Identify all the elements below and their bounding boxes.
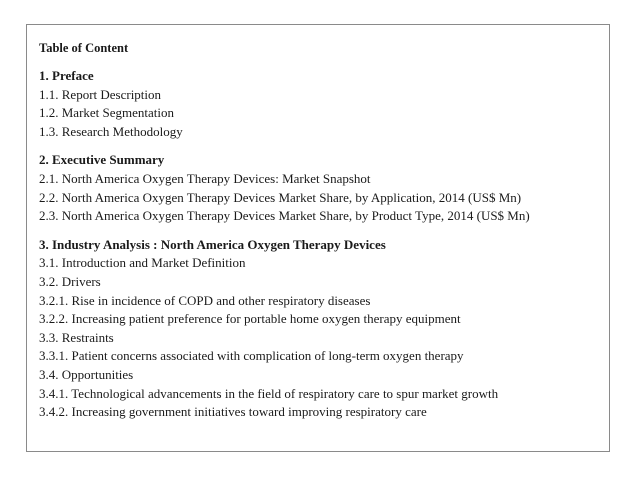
toc-item: 3.4. Opportunities: [39, 366, 134, 382]
section-heading: 2. Executive Summary: [39, 152, 165, 168]
toc-section-executive-summary: [39, 151, 599, 225]
toc-item: 3.3. Restraints: [39, 329, 114, 345]
toc-list: [39, 254, 599, 421]
toc-item: 3.3.1. Patient concerns associated with complication of long-term oxygen therapy: [39, 348, 464, 364]
toc-section-industry-analysis: [39, 236, 599, 422]
toc-title: Table of Content: [39, 41, 129, 55]
table-of-contents-frame: [26, 24, 610, 452]
toc-item: 2.1. North America Oxygen Therapy Devices: Market Snapshot: [39, 170, 371, 186]
toc-list: [39, 170, 599, 226]
toc-item: 1.2. Market Segmentation: [39, 105, 175, 121]
toc-list: [39, 86, 599, 142]
toc-item: 3.2.1. Rise in incidence of COPD and other respiratory diseases: [39, 292, 371, 308]
section-heading: 1. Preface: [39, 68, 94, 83]
toc-item: 3.1. Introduction and Market Definition: [39, 255, 246, 271]
toc-item: 3.2.2. Increasing patient preference for portable home oxygen therapy equipment: [39, 311, 461, 327]
toc-item: 1.1. Report Description: [39, 86, 162, 102]
toc-item: 2.3. North America Oxygen Therapy Devices Market Share, by Product Type, 2014 (US$ Mn): [39, 208, 530, 224]
toc-item: 3.4.1. Technological advancements in the field of respiratory care to spur market growth: [39, 385, 499, 401]
section-heading: 3. Industry Analysis : North America Oxygen Therapy Devices: [39, 236, 386, 252]
toc-item: 1.3. Research Methodology: [39, 123, 183, 139]
toc-item: 2.2. North America Oxygen Therapy Devices Market Share, by Application, 2014 (US$ Mn): [39, 189, 522, 205]
toc-section-preface: [39, 67, 599, 141]
toc-item: 3.2. Drivers: [39, 273, 101, 289]
table-of-contents: [39, 39, 599, 432]
toc-item: 3.4.2. Increasing government initiatives toward improving respiratory care: [39, 404, 427, 420]
